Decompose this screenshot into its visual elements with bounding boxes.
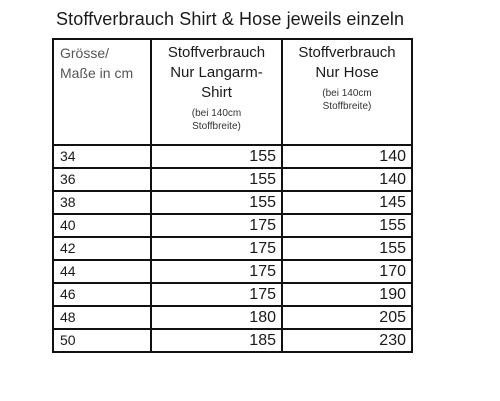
shirt-value-cell: 175 <box>151 214 282 237</box>
fabric-consumption-table <box>52 38 413 353</box>
table-header-row <box>53 39 412 145</box>
size-cell: 46 <box>53 283 151 306</box>
table-row <box>53 191 412 214</box>
size-cell: 36 <box>53 168 151 191</box>
header-size-line1: Grösse/ <box>60 45 110 61</box>
pants-value-cell: 230 <box>282 329 412 352</box>
table-row <box>53 214 412 237</box>
header-size-line2: Maße in cm <box>60 65 134 81</box>
size-cell: 42 <box>53 237 151 260</box>
table-row <box>53 306 412 329</box>
header-shirt-line3: Shirt <box>201 84 232 101</box>
pants-value-cell: 140 <box>282 168 412 191</box>
table-row <box>53 329 412 352</box>
pants-value-cell: 145 <box>282 191 412 214</box>
pants-value-cell: 205 <box>282 306 412 329</box>
header-pants-line1: Stoffverbrauch <box>298 44 396 61</box>
size-cell: 38 <box>53 191 151 214</box>
header-shirt-line1: Stoffverbrauch <box>167 44 266 61</box>
table-row <box>53 260 412 283</box>
shirt-value-cell: 155 <box>151 168 282 191</box>
header-size <box>53 39 151 145</box>
header-shirt-note2: Stoffbreite) <box>192 121 241 132</box>
size-cell: 50 <box>53 329 151 352</box>
size-cell: 34 <box>53 145 151 168</box>
shirt-value-cell: 155 <box>151 145 282 168</box>
size-cell: 48 <box>53 306 151 329</box>
header-pants-note2: Stoffbreite) <box>322 101 372 112</box>
header-pants-line2: Nur Hose <box>315 64 379 81</box>
pants-value-cell: 170 <box>282 260 412 283</box>
pants-value-cell: 140 <box>282 145 412 168</box>
pants-value-cell: 190 <box>282 283 412 306</box>
shirt-value-cell: 180 <box>151 306 282 329</box>
header-pants <box>282 39 412 145</box>
header-shirt-note1: (bei 140cm <box>191 108 242 119</box>
table-row <box>53 145 412 168</box>
shirt-value-cell: 175 <box>151 237 282 260</box>
shirt-value-cell: 185 <box>151 329 282 352</box>
shirt-value-cell: 175 <box>151 260 282 283</box>
size-cell: 44 <box>53 260 151 283</box>
size-cell: 40 <box>53 214 151 237</box>
shirt-value-cell: 175 <box>151 283 282 306</box>
pants-value-cell: 155 <box>282 237 412 260</box>
table-row <box>53 168 412 191</box>
pants-value-cell: 155 <box>282 214 412 237</box>
page-title: Stoffverbrauch Shirt & Hose jeweils einzeln <box>56 9 405 29</box>
table-row <box>53 283 412 306</box>
header-shirt <box>151 39 282 145</box>
shirt-value-cell: 155 <box>151 191 282 214</box>
header-shirt-line2: Nur Langarm- <box>170 64 263 81</box>
table-row <box>53 237 412 260</box>
header-pants-note1: (bei 140cm <box>322 88 372 99</box>
